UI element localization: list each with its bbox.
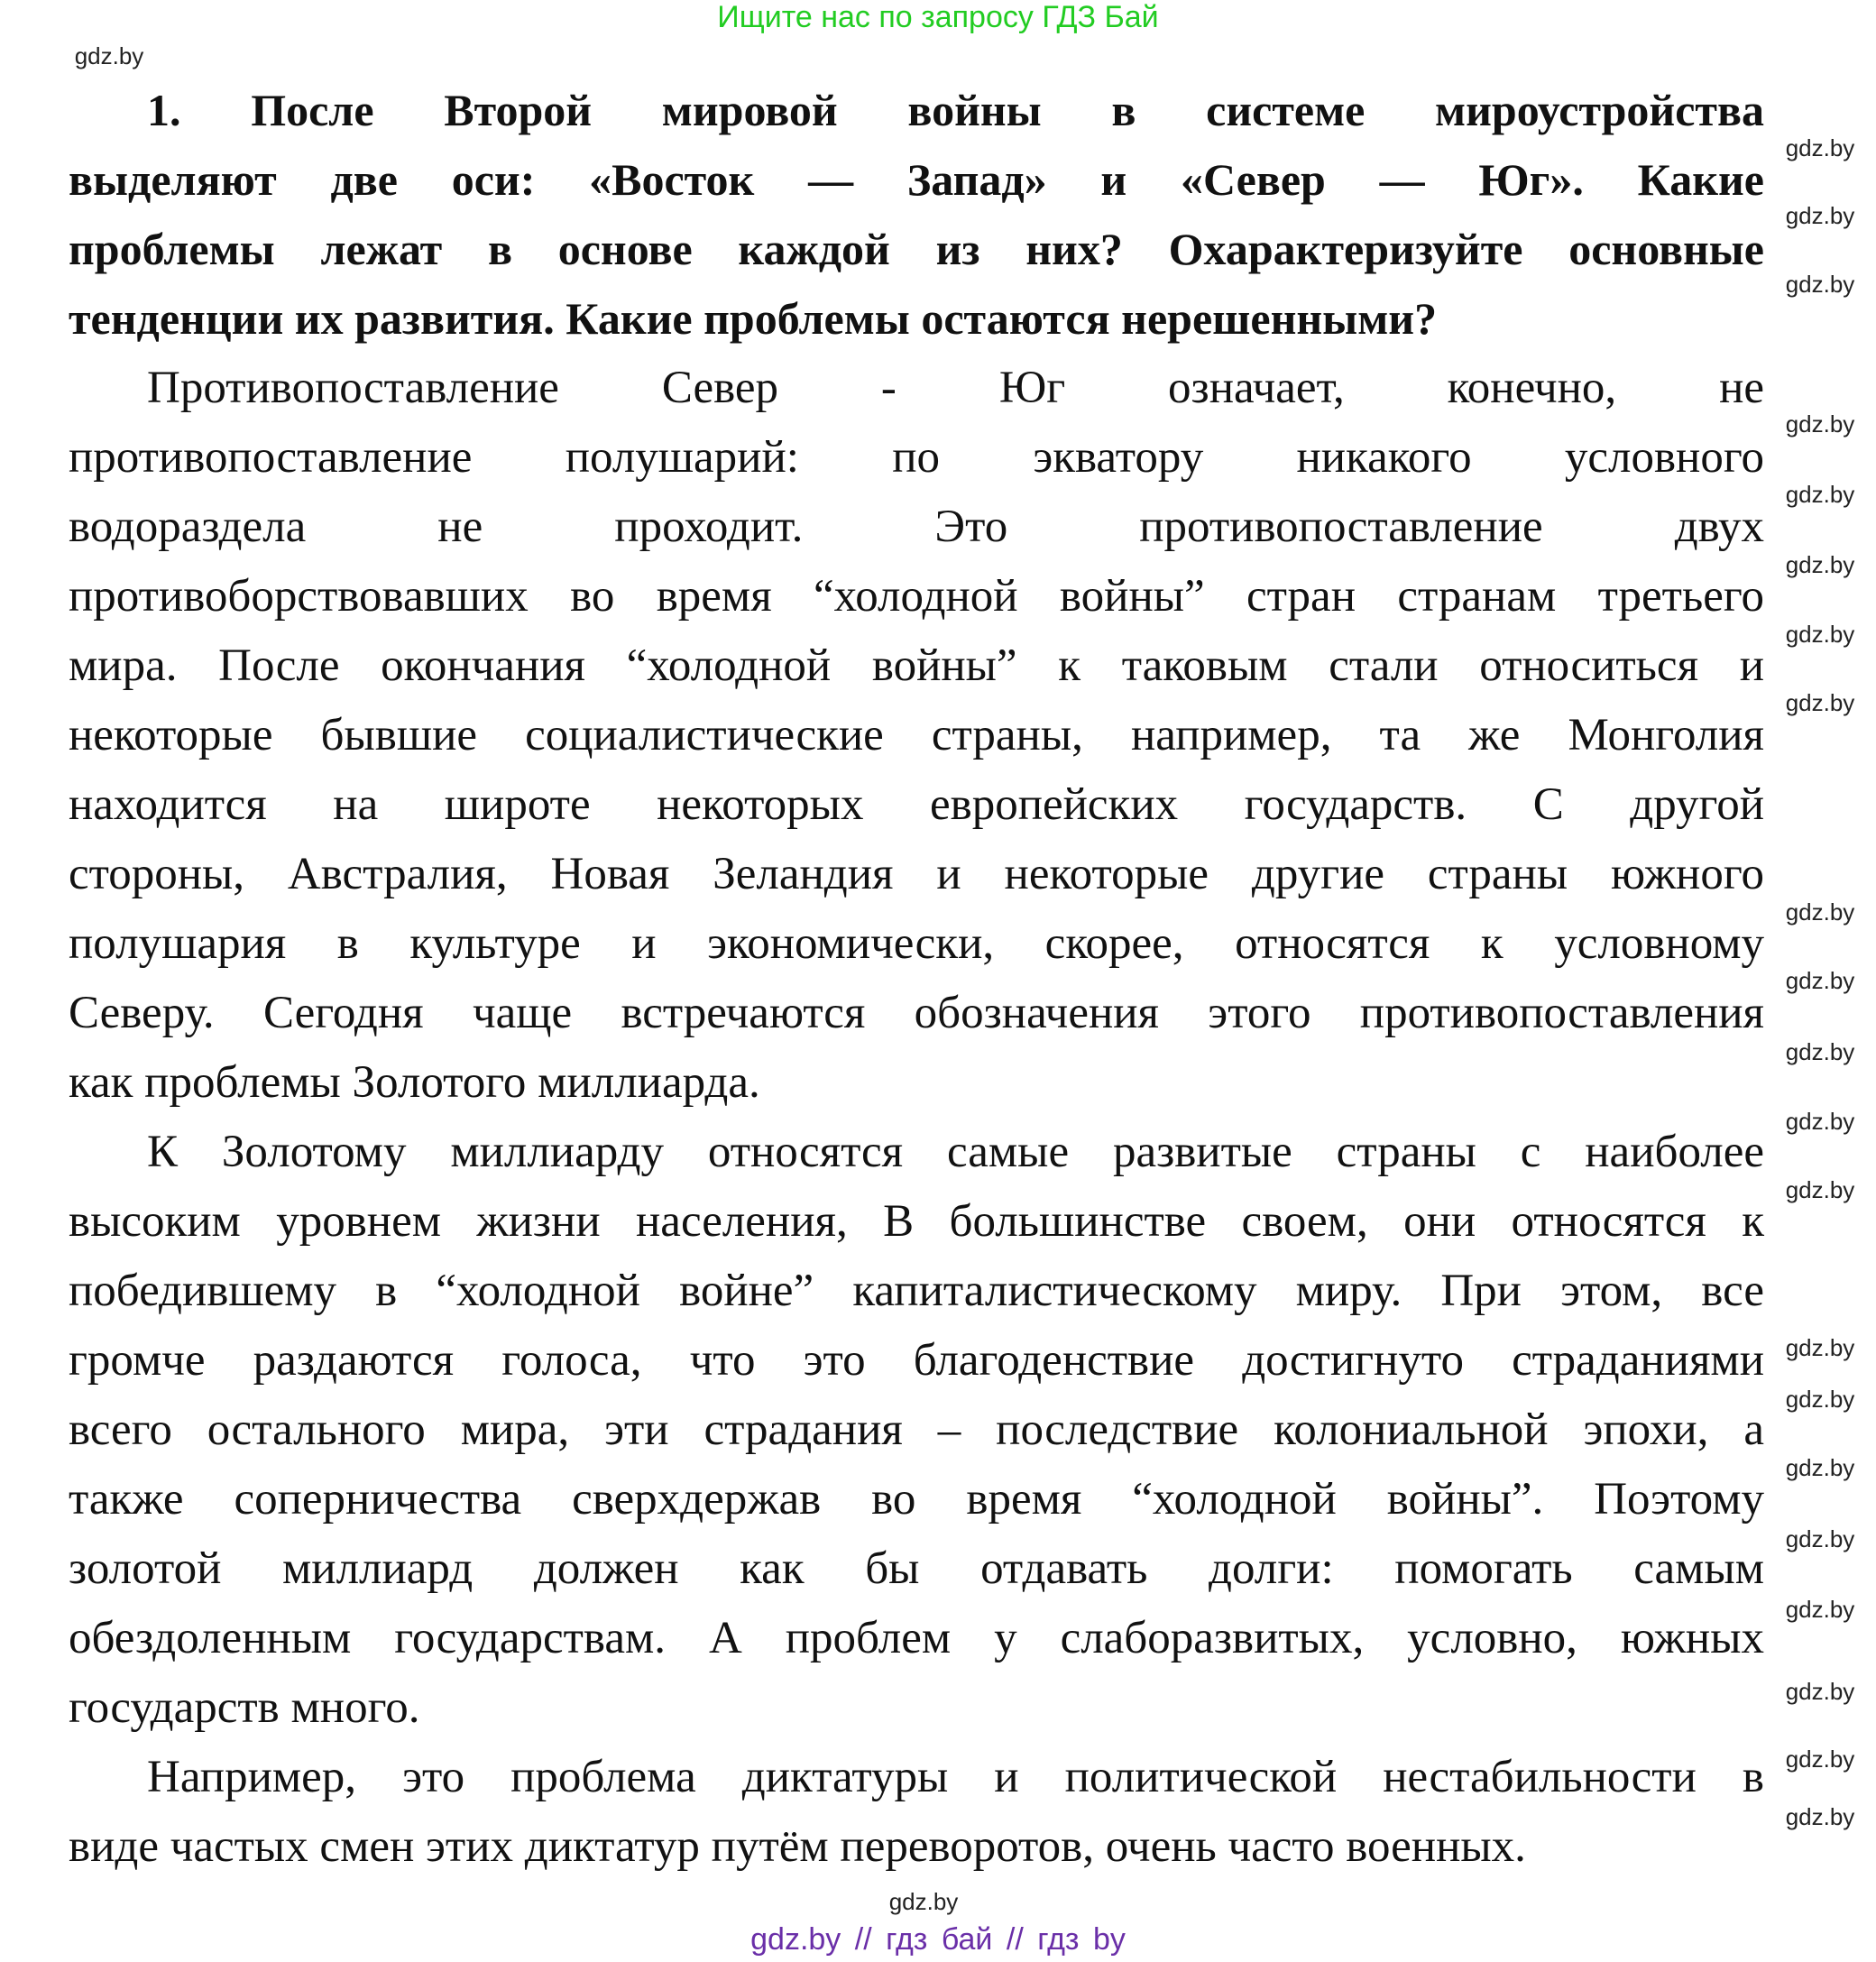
- paragraph-line: [69, 631, 1764, 701]
- paragraph-line: [147, 1118, 1764, 1187]
- watermark-text: gdz.by: [1785, 410, 1855, 438]
- paragraph-line: [147, 354, 1764, 423]
- watermark-text: gdz.by: [1785, 1803, 1855, 1830]
- watermark-text: gdz.by: [1785, 551, 1855, 578]
- watermark-text: gdz.by: [1785, 1746, 1855, 1773]
- line-text: Северу. Сегодня чаще встречаются обозначения этого противопоставления: [69, 988, 1764, 1038]
- paragraph-line: [69, 1673, 1764, 1743]
- paragraph-line: [69, 1257, 1764, 1326]
- paragraph-line: [69, 423, 1764, 493]
- line-text: победившему в “холодной войне” капиталистическому миру. При этом, все: [69, 1266, 1764, 1316]
- line-text: обездоленным государствам. А проблем у слаборазвитых, условно, южных: [69, 1613, 1764, 1663]
- watermark-text: gdz.by: [1785, 1176, 1855, 1203]
- watermark-text: gdz.by: [74, 42, 144, 69]
- line-text: как проблемы Золотого миллиарда.: [69, 1057, 760, 1108]
- paragraph-line: [69, 1534, 1764, 1604]
- line-text: Противопоставление Север - Юг означает, конечно, не: [147, 363, 1764, 413]
- question-line: [69, 215, 1764, 284]
- watermark-text: gdz.by: [1785, 1038, 1855, 1065]
- search-hint-banner: Ищите нас по запросу ГДЗ Бай: [717, 0, 1159, 34]
- line-text: стороны, Австралия, Новая Зеландия и некоторые другие страны южного: [69, 849, 1764, 899]
- paragraph-line: [69, 1326, 1764, 1396]
- paragraph-line: [69, 1604, 1764, 1673]
- line-text: проблемы лежат в основе каждой из них? Охарактеризуйте основные: [69, 224, 1764, 274]
- question-line: [69, 145, 1764, 215]
- line-text: противопоставление полушарий: по экватору никакого условного: [69, 432, 1764, 483]
- paragraph-line: [69, 562, 1764, 631]
- line-text: также соперничества сверхдержав во время “холодной войны”. Поэтому: [69, 1474, 1764, 1524]
- watermark-text: gdz.by: [888, 1888, 959, 1915]
- paragraph-line: [69, 493, 1764, 562]
- paragraph-line: [69, 979, 1764, 1048]
- paragraph-line: [69, 1812, 1764, 1882]
- watermark-text: gdz.by: [1785, 271, 1855, 298]
- paragraph-line: [69, 701, 1764, 770]
- line-text: Например, это проблема диктатуры и политической нестабильности в: [147, 1752, 1764, 1802]
- footer-links[interactable]: gdz.by // гдз бай // гдз by: [750, 1922, 1126, 1957]
- line-text: противоборствовавших во время “холодной войны” стран странам третьего: [69, 571, 1764, 622]
- watermark-text: gdz.by: [1785, 1454, 1855, 1481]
- paragraph-line: [69, 1396, 1764, 1465]
- line-text: К Золотому миллиарду относятся самые развитые страны с наиболее: [147, 1127, 1764, 1177]
- question-line: [69, 284, 1764, 354]
- paragraph-line: [69, 909, 1764, 979]
- line-text: выделяют две оси: «Восток — Запад» и «Север — Юг». Какие: [69, 154, 1764, 205]
- watermark-text: gdz.by: [1785, 134, 1855, 161]
- line-text: полушария в культуре и экономически, скорее, относятся к условному: [69, 918, 1764, 969]
- line-text: находится на широте некоторых европейских государств. С другой: [69, 779, 1764, 830]
- watermark-text: gdz.by: [1785, 1334, 1855, 1361]
- watermark-text: gdz.by: [1785, 1386, 1855, 1413]
- line-text: некоторые бывшие социалистические страны, например, та же Монголия: [69, 710, 1764, 760]
- watermark-text: gdz.by: [1785, 1596, 1855, 1623]
- paragraph-line: [69, 840, 1764, 909]
- watermark-text: gdz.by: [1785, 1108, 1855, 1135]
- line-text: всего остального мира, эти страдания – последствие колониальной эпохи, а: [69, 1405, 1764, 1455]
- paragraph-line: [69, 770, 1764, 840]
- line-text: водораздела не проходит. Это противопоставление двух: [69, 502, 1764, 552]
- question-line: [147, 76, 1764, 145]
- watermark-text: gdz.by: [1785, 689, 1855, 716]
- line-text: громче раздаются голоса, что это благоденствие достигнуто страданиями: [69, 1335, 1764, 1386]
- watermark-text: gdz.by: [1785, 898, 1855, 926]
- line-text: государств много.: [69, 1682, 420, 1733]
- watermark-text: gdz.by: [1785, 202, 1855, 229]
- watermark-text: gdz.by: [1785, 1525, 1855, 1552]
- line-text: мира. После окончания “холодной войны” к таковым стали относиться и: [69, 640, 1764, 691]
- watermark-text: gdz.by: [1785, 481, 1855, 508]
- paragraph-line: [69, 1187, 1764, 1257]
- watermark-text: gdz.by: [1785, 967, 1855, 994]
- watermark-text: gdz.by: [1785, 621, 1855, 648]
- line-text: тенденции их развития. Какие проблемы остаются нерешенными?: [69, 293, 1438, 344]
- line-text: виде частых смен этих диктатур путём переворотов, очень часто военных.: [69, 1821, 1526, 1872]
- paragraph-line: [69, 1048, 1764, 1118]
- watermark-text: gdz.by: [1785, 1678, 1855, 1705]
- line-text: высоким уровнем жизни населения, В большинстве своем, они относятся к: [69, 1196, 1764, 1247]
- line-text: золотой миллиард должен как бы отдавать долги: помогать самым: [69, 1543, 1764, 1594]
- paragraph-line: [147, 1743, 1764, 1812]
- paragraph-line: [69, 1465, 1764, 1534]
- line-text: 1. После Второй мировой войны в системе мироустройства: [147, 85, 1764, 135]
